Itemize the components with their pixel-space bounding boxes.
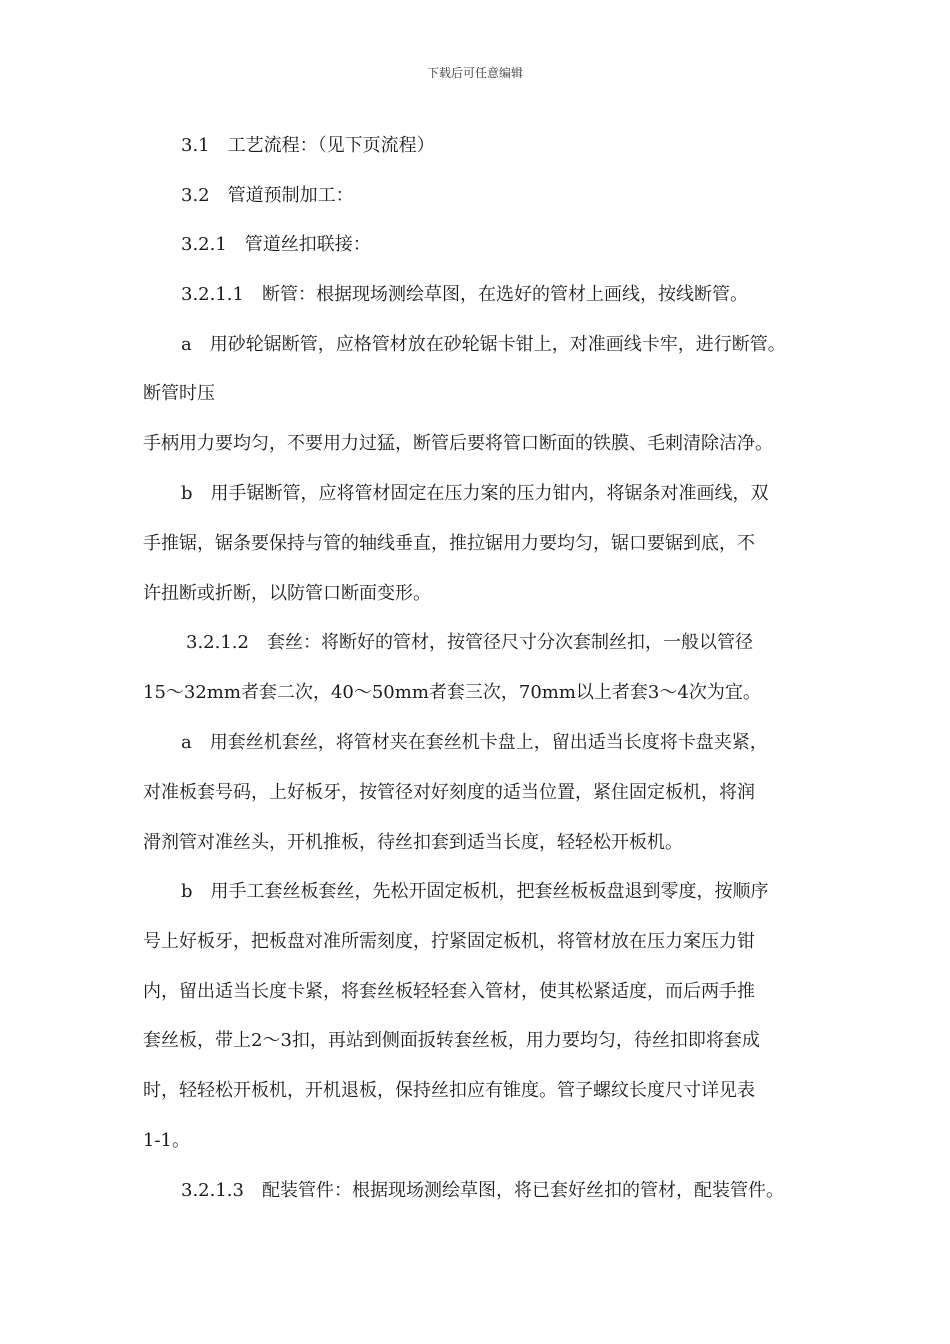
item-b-cutting-line-3: 许扭断或折断，以防管口断面变形。 bbox=[143, 583, 431, 604]
section-3-2-1-3-paragraph: 3.2.1.3 配装管件：根据现场测绘草图，将已套好丝扣的管材，配装管件。 bbox=[181, 1180, 784, 1201]
item-b-threading-line-4: 套丝板，带上2～3扣，再站到侧面扳转套丝板，用力要均匀，待丝扣即将套成 bbox=[143, 1030, 760, 1051]
section-3-1-heading: 3.1 工艺流程：（见下页流程） bbox=[181, 135, 435, 156]
item-b-threading-line-5: 时，轻轻松开板机，开机退板，保持丝扣应有锥度。管子螺纹长度尺寸详见表 bbox=[143, 1080, 755, 1101]
section-3-2-1-1-paragraph: 3.2.1.1 断管：根据现场测绘草图，在选好的管材上画线，按线断管。 bbox=[181, 284, 748, 305]
item-b-cutting-line-2: 手推锯，锯条要保持与管的轴线垂直，推拉锯用力要均匀，锯口要锯到底，不 bbox=[143, 533, 755, 554]
item-a-cutting-line-1: a 用砂轮锯断管，应格管材放在砂轮锯卡钳上，对准画线卡牢，进行断管。 bbox=[181, 334, 786, 355]
page-header: 下载后可任意编辑 bbox=[426, 66, 523, 80]
item-b-threading-line-2: 号上好板牙，把板盘对准所需刻度，拧紧固定板机，将管材放在压力案压力钳 bbox=[143, 931, 755, 952]
item-a-cutting-line-3: 手柄用力要均匀，不要用力过猛，断管后要将管口断面的铁膜、毛刺清除洁净。 bbox=[143, 433, 773, 454]
item-a-threading-line-3: 滑剂管对准丝头，开机推板，待丝扣套到适当长度，轻轻松开板机。 bbox=[143, 832, 683, 853]
section-3-2-1-heading: 3.2.1 管道丝扣联接： bbox=[181, 234, 371, 255]
item-a-cutting-line-2: 断管时压 bbox=[143, 383, 215, 404]
item-b-threading-line-6: 1-1。 bbox=[143, 1130, 190, 1151]
item-b-threading-line-3: 内，留出适当长度卡紧，将套丝板轻轻套入管材，使其松紧适度，而后两手推 bbox=[143, 981, 755, 1002]
item-a-threading-line-2: 对准板套号码，上好板牙，按管径对好刻度的适当位置，紧住固定板机，将润 bbox=[143, 782, 755, 803]
section-3-2-1-2-line-2: 15～32mm者套二次，40～50mm者套三次，70mm以上者套3～4次为宜。 bbox=[143, 682, 761, 703]
item-b-cutting-line-1: b 用手锯断管，应将管材固定在压力案的压力钳内，将锯条对准画线，双 bbox=[181, 483, 769, 504]
item-b-threading-line-1: b 用手工套丝板套丝，先松开固定板机，把套丝板板盘退到零度，按顺序 bbox=[181, 881, 769, 902]
section-3-2-heading: 3.2 管道预制加工： bbox=[181, 185, 354, 206]
section-3-2-1-2-line-1: 3.2.1.2 套丝：将断好的管材，按管径尺寸分次套制丝扣，一般以管径 bbox=[186, 632, 753, 653]
item-a-threading-line-1: a 用套丝机套丝，将管材夹在套丝机卡盘上，留出适当长度将卡盘夹紧， bbox=[181, 732, 768, 753]
